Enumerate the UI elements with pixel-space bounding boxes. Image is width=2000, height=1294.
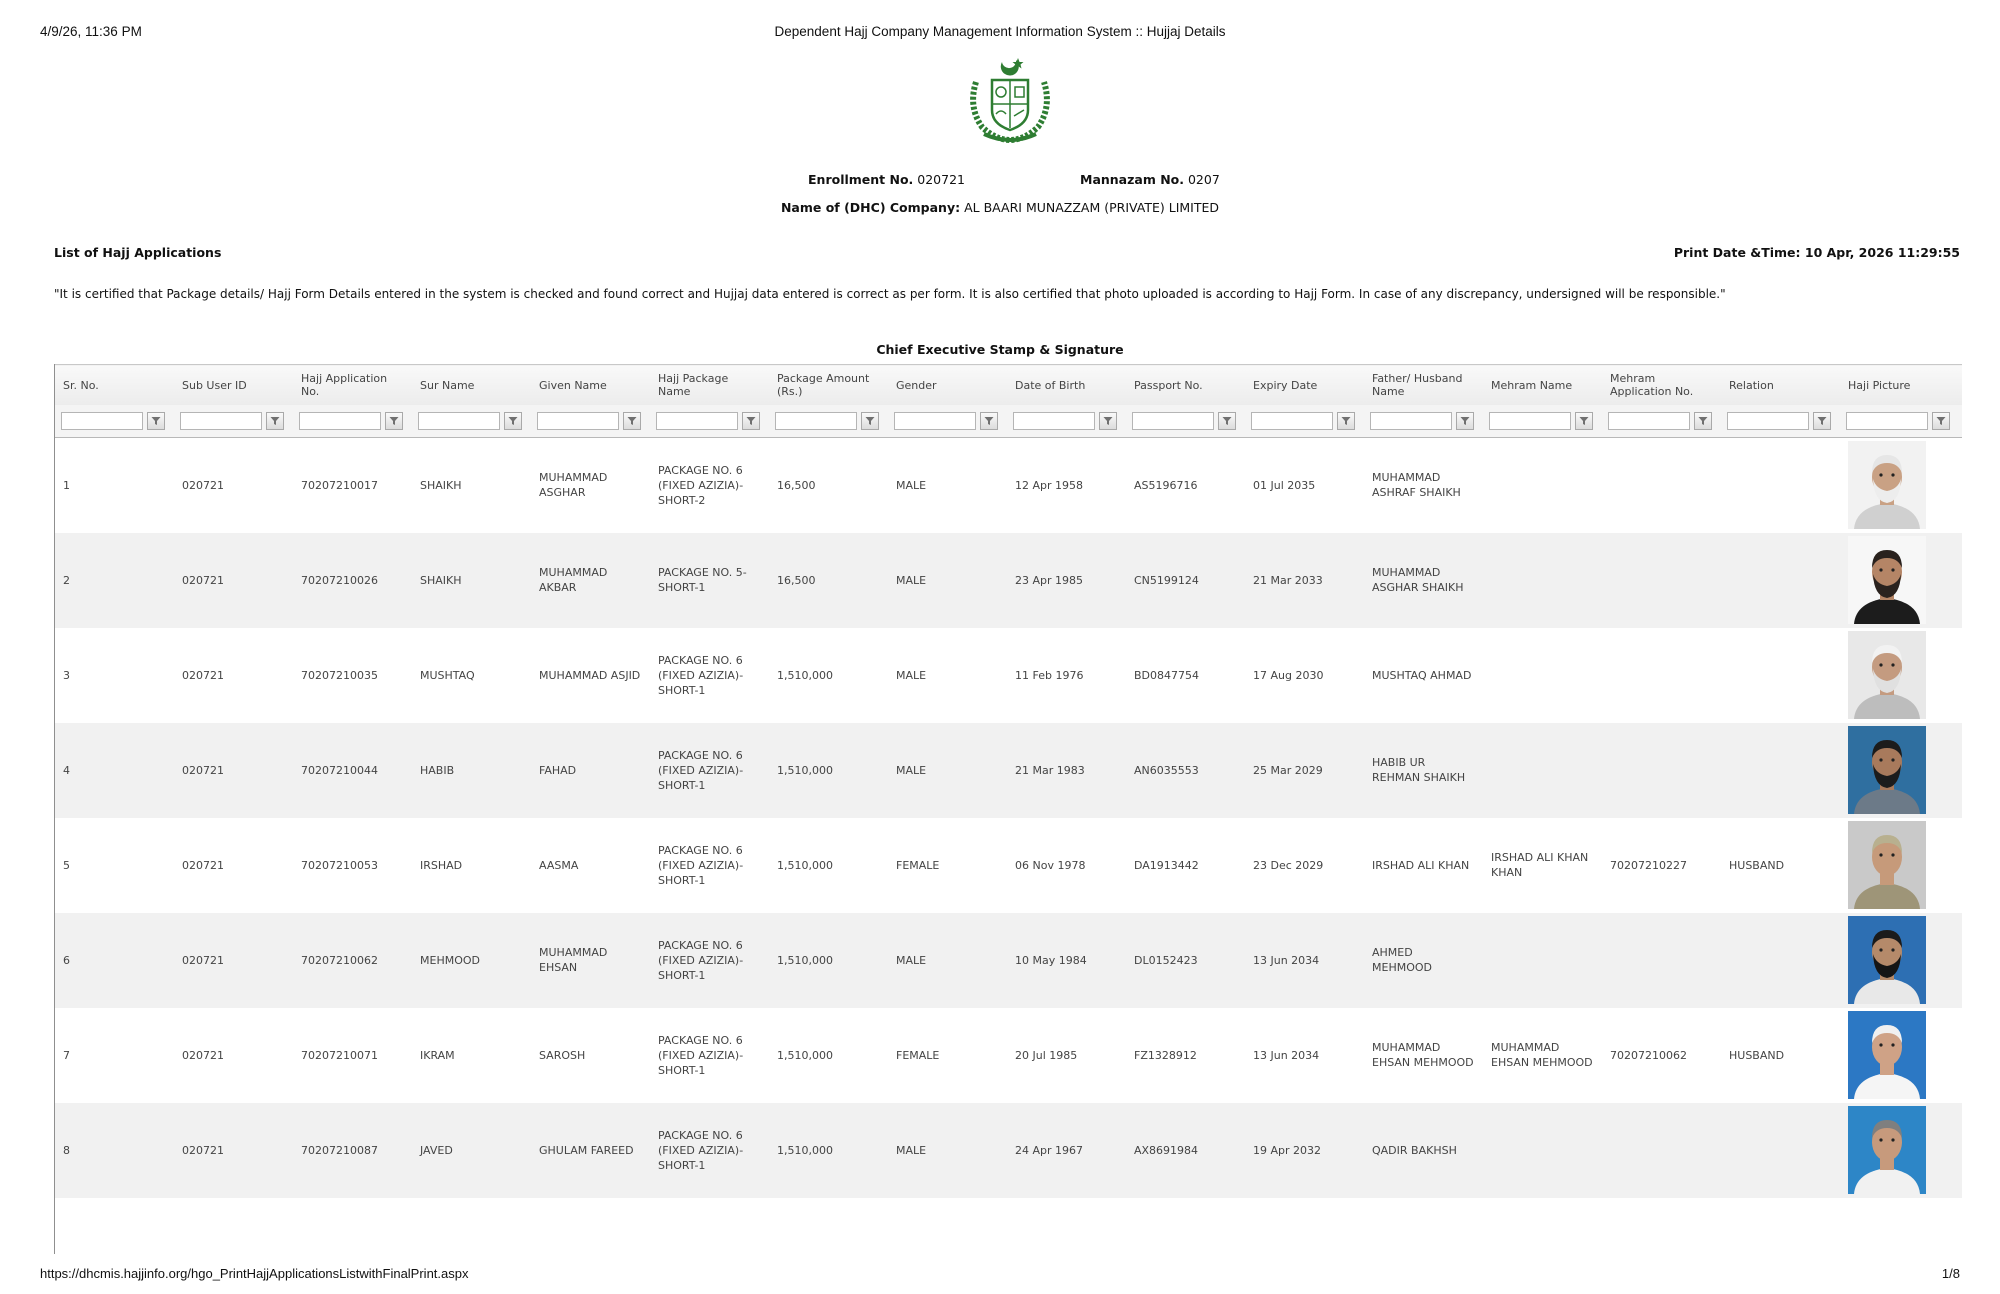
date-of-birth-cell: 23 Apr 1985	[1015, 573, 1084, 587]
filter-input[interactable]	[180, 412, 262, 430]
sub-user-id-cell: 020721	[182, 763, 224, 777]
sr-no-cell: 1	[63, 478, 70, 492]
filter-control	[1846, 412, 1956, 430]
filter-input[interactable]	[1846, 412, 1928, 430]
table-row[interactable]	[55, 913, 1962, 1008]
filter-input[interactable]	[775, 412, 857, 430]
sub-user-id-cell: 020721	[182, 668, 224, 682]
filter-icon	[151, 416, 161, 426]
passport-no-cell: CN5199124	[1134, 573, 1199, 587]
expiry-date-cell: 13 Jun 2034	[1253, 953, 1320, 967]
list-title: List of Hajj Applications	[54, 245, 222, 260]
filter-button[interactable]	[1337, 412, 1355, 430]
given-name-cell: MUHAMMAD EHSAN	[539, 946, 608, 974]
passport-no-cell: AS5196716	[1134, 478, 1198, 492]
date-of-birth-cell: 24 Apr 1967	[1015, 1143, 1084, 1157]
filter-button[interactable]	[861, 412, 879, 430]
given-name-cell: MUHAMMAD ASJID	[539, 668, 641, 682]
filter-control	[1251, 412, 1358, 430]
filter-icon	[1698, 416, 1708, 426]
gender-cell: MALE	[896, 763, 927, 777]
package-name-cell: PACKAGE NO. 6 (FIXED AZIZIA)-SHORT-2	[658, 463, 744, 507]
column-header[interactable]: Father/ Husband Name	[1364, 365, 1483, 406]
package-amount-cell: 1,510,000	[777, 1143, 833, 1157]
filter-button[interactable]	[1456, 412, 1474, 430]
filter-icon	[1341, 416, 1351, 426]
filter-icon	[746, 416, 756, 426]
sub-user-id-cell: 020721	[182, 858, 224, 872]
filter-input[interactable]	[1727, 412, 1809, 430]
sr-no-cell: 5	[63, 858, 70, 872]
filter-input[interactable]	[1013, 412, 1095, 430]
sub-user-id-cell: 020721	[182, 573, 224, 587]
filter-input[interactable]	[1251, 412, 1333, 430]
column-filter	[174, 405, 293, 438]
haji-picture-cell	[1840, 1103, 1962, 1198]
sr-no-cell: 4	[63, 763, 70, 777]
given-name-cell: MUHAMMAD AKBAR	[539, 566, 608, 594]
sur-name-cell: JAVED	[420, 1143, 453, 1157]
column-header[interactable]: Mehram Application No.	[1602, 365, 1721, 406]
column-filter	[1364, 405, 1483, 438]
column-header[interactable]: Expiry Date	[1245, 365, 1364, 406]
header-row	[55, 365, 1962, 406]
mehram-name-cell	[1483, 533, 1602, 628]
table-row[interactable]	[55, 438, 1962, 533]
filter-icon	[1222, 416, 1232, 426]
mehram-name-cell	[1483, 628, 1602, 723]
sur-name-cell: SHAIKH	[420, 573, 462, 587]
column-header[interactable]: Relation	[1721, 365, 1840, 406]
father-husband-name-cell: MUHAMMAD ASGHAR SHAIKH	[1372, 566, 1464, 594]
application-no-cell: 70207210087	[301, 1143, 378, 1157]
column-header[interactable]: Passport No.	[1126, 365, 1245, 406]
mehram-application-no-cell	[1602, 1103, 1721, 1198]
date-of-birth-cell: 20 Jul 1985	[1015, 1048, 1078, 1062]
application-no-cell: 70207210026	[301, 573, 378, 587]
table-row[interactable]	[55, 1008, 1962, 1103]
father-husband-name-cell: IRSHAD ALI KHAN	[1372, 858, 1470, 872]
filter-icon	[1936, 416, 1946, 426]
sr-no-cell: 6	[63, 953, 70, 967]
filter-icon	[389, 416, 399, 426]
mehram-application-no-cell: 70207210227	[1610, 858, 1687, 872]
relation-cell	[1721, 1103, 1840, 1198]
filter-button[interactable]	[623, 412, 641, 430]
applications-grid	[54, 364, 1962, 1254]
stamp-signature-label: Chief Executive Stamp & Signature	[876, 342, 1124, 357]
column-header[interactable]: Given Name	[531, 365, 650, 406]
column-filter	[650, 405, 769, 438]
mehram-name-cell	[1483, 438, 1602, 533]
column-filter	[1245, 405, 1364, 438]
haji-photo	[1848, 821, 1926, 909]
expiry-date-cell: 21 Mar 2033	[1253, 573, 1323, 587]
filter-icon	[508, 416, 518, 426]
sur-name-cell: MUSHTAQ	[420, 668, 475, 682]
relation-cell	[1721, 913, 1840, 1008]
sur-name-cell: SHAIKH	[420, 478, 462, 492]
sr-no-cell: 2	[63, 573, 70, 587]
column-filter	[1126, 405, 1245, 438]
haji-photo	[1848, 916, 1926, 1004]
expiry-date-cell: 01 Jul 2035	[1253, 478, 1316, 492]
filter-input[interactable]	[656, 412, 738, 430]
filter-icon	[270, 416, 280, 426]
passport-no-cell: AX8691984	[1134, 1143, 1199, 1157]
filter-input[interactable]	[1370, 412, 1452, 430]
column-filter	[1721, 405, 1840, 438]
column-filter	[412, 405, 531, 438]
filter-control	[537, 412, 644, 430]
sur-name-cell: IRSHAD	[420, 858, 463, 872]
filter-button[interactable]	[1099, 412, 1117, 430]
haji-photo	[1848, 631, 1926, 719]
father-husband-name-cell: HABIB UR REHMAN SHAIKH	[1372, 756, 1466, 784]
relation-cell	[1721, 723, 1840, 818]
filter-control	[1013, 412, 1120, 430]
package-name-cell: PACKAGE NO. 6 (FIXED AZIZIA)-SHORT-1	[658, 843, 744, 887]
column-header[interactable]: Hajj Application No.	[293, 365, 412, 406]
column-header[interactable]: Package Amount (Rs.)	[769, 365, 888, 406]
state-emblem-logo	[962, 52, 1058, 148]
father-husband-name-cell: MUHAMMAD EHSAN MEHMOOD	[1372, 1041, 1474, 1069]
haji-picture-cell	[1840, 723, 1962, 818]
application-no-cell: 70207210017	[301, 478, 378, 492]
filter-icon	[1103, 416, 1113, 426]
sr-no-cell: 3	[63, 668, 70, 682]
column-header[interactable]: Sub User ID	[174, 365, 293, 406]
mehram-application-no-cell	[1602, 533, 1721, 628]
package-amount-cell: 1,510,000	[777, 858, 833, 872]
package-amount-cell: 1,510,000	[777, 763, 833, 777]
haji-photo	[1848, 1106, 1926, 1194]
relation-cell	[1721, 628, 1840, 723]
filter-control	[1370, 412, 1477, 430]
print-datetime: 4/9/26, 11:36 PM	[40, 24, 142, 39]
filter-input[interactable]	[299, 412, 381, 430]
date-of-birth-cell: 10 May 1984	[1015, 953, 1087, 967]
gender-cell: FEMALE	[896, 1048, 940, 1062]
column-filter	[531, 405, 650, 438]
package-name-cell: PACKAGE NO. 6 (FIXED AZIZIA)-SHORT-1	[658, 653, 744, 697]
expiry-date-cell: 19 Apr 2032	[1253, 1143, 1322, 1157]
father-husband-name-cell: AHMED MEHMOOD	[1372, 946, 1432, 974]
certification-statement: "It is certified that Package details/ Hajj Form Details entered in the system is checked and found correct and Hujjaj data entered is correct as per form. It is also certified that photo uploaded is according to Hajj Form. In case of any discrepancy, undersigned will be responsible."	[54, 287, 1726, 301]
date-of-birth-cell: 12 Apr 1958	[1015, 478, 1084, 492]
filter-control	[1608, 412, 1715, 430]
package-name-cell: PACKAGE NO. 6 (FIXED AZIZIA)-SHORT-1	[658, 1033, 744, 1077]
enrollment-number: Enrollment No. 020721	[808, 172, 965, 187]
column-filter	[888, 405, 1007, 438]
filter-icon	[1579, 416, 1589, 426]
haji-photo	[1848, 726, 1926, 814]
haji-picture-cell	[1840, 1008, 1962, 1103]
haji-photo	[1848, 1011, 1926, 1099]
sr-no-cell: 8	[63, 1143, 70, 1157]
filter-control	[1132, 412, 1239, 430]
filter-control	[1727, 412, 1834, 430]
column-filter	[293, 405, 412, 438]
mehram-application-no-cell	[1602, 723, 1721, 818]
passport-no-cell: FZ1328912	[1134, 1048, 1197, 1062]
relation-cell: HUSBAND	[1729, 858, 1785, 872]
application-no-cell: 70207210071	[301, 1048, 378, 1062]
passport-no-cell: DA1913442	[1134, 858, 1199, 872]
package-amount-cell: 16,500	[777, 573, 816, 587]
mehram-name-cell	[1483, 723, 1602, 818]
expiry-date-cell: 25 Mar 2029	[1253, 763, 1323, 777]
filter-input[interactable]	[894, 412, 976, 430]
column-filter	[1602, 405, 1721, 438]
filter-row	[55, 405, 1962, 438]
filter-icon	[1817, 416, 1827, 426]
filter-button[interactable]	[147, 412, 165, 430]
filter-icon	[1460, 416, 1470, 426]
mehram-application-no-cell	[1602, 913, 1721, 1008]
filter-control	[1489, 412, 1596, 430]
column-header[interactable]: Haji Picture	[1840, 365, 1962, 406]
filter-input[interactable]	[61, 412, 143, 430]
package-name-cell: PACKAGE NO. 6 (FIXED AZIZIA)-SHORT-1	[658, 748, 744, 792]
gender-cell: FEMALE	[896, 858, 940, 872]
filter-input[interactable]	[1489, 412, 1571, 430]
column-header[interactable]: Date of Birth	[1007, 365, 1126, 406]
haji-photo	[1848, 441, 1926, 529]
filter-control	[894, 412, 1001, 430]
sr-no-cell: 7	[63, 1048, 70, 1062]
column-header[interactable]: Hajj Package Name	[650, 365, 769, 406]
sur-name-cell: MEHMOOD	[420, 953, 480, 967]
table-row[interactable]	[55, 628, 1962, 723]
company-name: Name of (DHC) Company: AL BAARI MUNAZZAM (PRIVATE) LIMITED	[780, 200, 1220, 215]
filter-input[interactable]	[1608, 412, 1690, 430]
mehram-application-no-cell: 70207210062	[1610, 1048, 1687, 1062]
filter-button[interactable]	[1813, 412, 1831, 430]
father-husband-name-cell: MUHAMMAD ASHRAF SHAIKH	[1372, 471, 1461, 500]
page-number: 1/8	[1941, 1266, 1960, 1281]
filter-input[interactable]	[418, 412, 500, 430]
filter-control	[418, 412, 525, 430]
expiry-date-cell: 17 Aug 2030	[1253, 668, 1324, 682]
date-of-birth-cell: 21 Mar 1983	[1015, 763, 1085, 777]
expiry-date-cell: 23 Dec 2029	[1253, 858, 1324, 872]
filter-icon	[865, 416, 875, 426]
column-filter	[1840, 405, 1962, 438]
sub-user-id-cell: 020721	[182, 953, 224, 967]
given-name-cell: FAHAD	[539, 763, 577, 777]
package-name-cell: PACKAGE NO. 6 (FIXED AZIZIA)-SHORT-1	[658, 938, 744, 982]
gender-cell: MALE	[896, 953, 927, 967]
given-name-cell: AASMA	[539, 858, 579, 872]
filter-button[interactable]	[504, 412, 522, 430]
column-header[interactable]: Sur Name	[412, 365, 531, 406]
table-row[interactable]	[55, 723, 1962, 818]
expiry-date-cell: 13 Jun 2034	[1253, 1048, 1320, 1062]
father-husband-name-cell: QADIR BAKHSH	[1372, 1143, 1457, 1157]
package-amount-cell: 1,510,000	[777, 668, 833, 682]
haji-picture-cell	[1840, 628, 1962, 723]
filter-button[interactable]	[742, 412, 760, 430]
passport-no-cell: AN6035553	[1134, 763, 1199, 777]
table-row[interactable]	[55, 818, 1962, 913]
column-filter	[55, 405, 174, 438]
haji-picture-cell	[1840, 913, 1962, 1008]
filter-input[interactable]	[1132, 412, 1214, 430]
mehram-name-cell: MUHAMMAD EHSAN MEHMOOD	[1491, 1041, 1593, 1069]
package-name-cell: PACKAGE NO. 6 (FIXED AZIZIA)-SHORT-1	[658, 1128, 744, 1172]
sub-user-id-cell: 020721	[182, 1143, 224, 1157]
application-no-cell: 70207210062	[301, 953, 378, 967]
filter-button[interactable]	[1218, 412, 1236, 430]
filter-button[interactable]	[385, 412, 403, 430]
date-of-birth-cell: 06 Nov 1978	[1015, 858, 1086, 872]
filter-button[interactable]	[1694, 412, 1712, 430]
table-row[interactable]	[55, 1103, 1962, 1198]
passport-no-cell: DL0152423	[1134, 953, 1198, 967]
page-url: https://dhcmis.hajjinfo.org/hgo_PrintHajjApplicationsListwithFinalPrint.aspx	[40, 1266, 469, 1281]
given-name-cell: SAROSH	[539, 1048, 586, 1062]
sur-name-cell: HABIB	[420, 763, 455, 777]
passport-no-cell: BD0847754	[1134, 668, 1200, 682]
haji-photo	[1848, 536, 1926, 624]
column-header[interactable]: Gender	[888, 365, 1007, 406]
gender-cell: MALE	[896, 668, 927, 682]
given-name-cell: MUHAMMAD ASGHAR	[539, 471, 608, 500]
sub-user-id-cell: 020721	[182, 478, 224, 492]
column-filter	[1007, 405, 1126, 438]
package-amount-cell: 1,510,000	[777, 953, 833, 967]
filter-button[interactable]	[980, 412, 998, 430]
haji-picture-cell	[1840, 438, 1962, 533]
table-body	[55, 438, 1962, 1198]
mannazam-number: Mannazam No. 0207	[1080, 172, 1220, 187]
package-name-cell: PACKAGE NO. 5-SHORT-1	[658, 566, 747, 594]
sur-name-cell: IKRAM	[420, 1048, 455, 1062]
haji-picture-cell	[1840, 818, 1962, 913]
given-name-cell: GHULAM FAREED	[539, 1143, 634, 1157]
package-amount-cell: 1,510,000	[777, 1048, 833, 1062]
package-amount-cell: 16,500	[777, 478, 816, 492]
filter-input[interactable]	[537, 412, 619, 430]
applications-table	[55, 364, 1962, 1198]
application-no-cell: 70207210053	[301, 858, 378, 872]
filter-control	[180, 412, 287, 430]
gender-cell: MALE	[896, 1143, 927, 1157]
relation-cell: HUSBAND	[1729, 1048, 1785, 1062]
application-no-cell: 70207210035	[301, 668, 378, 682]
print-date-time: Print Date &Time: 10 Apr, 2026 11:29:55	[1673, 245, 1960, 260]
filter-control	[656, 412, 763, 430]
page-title: Dependent Hajj Company Management Information System :: Hujjaj Details	[774, 24, 1226, 39]
filter-control	[775, 412, 882, 430]
mehram-name-cell	[1483, 913, 1602, 1008]
mehram-name-cell: IRSHAD ALI KHAN KHAN	[1491, 851, 1589, 879]
mehram-application-no-cell	[1602, 438, 1721, 533]
gender-cell: MALE	[896, 573, 927, 587]
print-header	[0, 24, 2000, 44]
filter-control	[61, 412, 168, 430]
mehram-application-no-cell	[1602, 628, 1721, 723]
column-header[interactable]: Mehram Name	[1483, 365, 1602, 406]
filter-icon	[627, 416, 637, 426]
application-no-cell: 70207210044	[301, 763, 378, 777]
mehram-name-cell	[1483, 1103, 1602, 1198]
father-husband-name-cell: MUSHTAQ AHMAD	[1372, 668, 1472, 682]
filter-control	[299, 412, 406, 430]
column-filter	[1483, 405, 1602, 438]
relation-cell	[1721, 533, 1840, 628]
table-row[interactable]	[55, 533, 1962, 628]
column-filter	[769, 405, 888, 438]
filter-button[interactable]	[1932, 412, 1950, 430]
filter-icon	[984, 416, 994, 426]
column-header[interactable]: Sr. No.	[55, 365, 174, 406]
sub-user-id-cell: 020721	[182, 1048, 224, 1062]
filter-button[interactable]	[266, 412, 284, 430]
relation-cell	[1721, 438, 1840, 533]
date-of-birth-cell: 11 Feb 1976	[1015, 668, 1084, 682]
haji-picture-cell	[1840, 533, 1962, 628]
filter-button[interactable]	[1575, 412, 1593, 430]
gender-cell: MALE	[896, 478, 927, 492]
